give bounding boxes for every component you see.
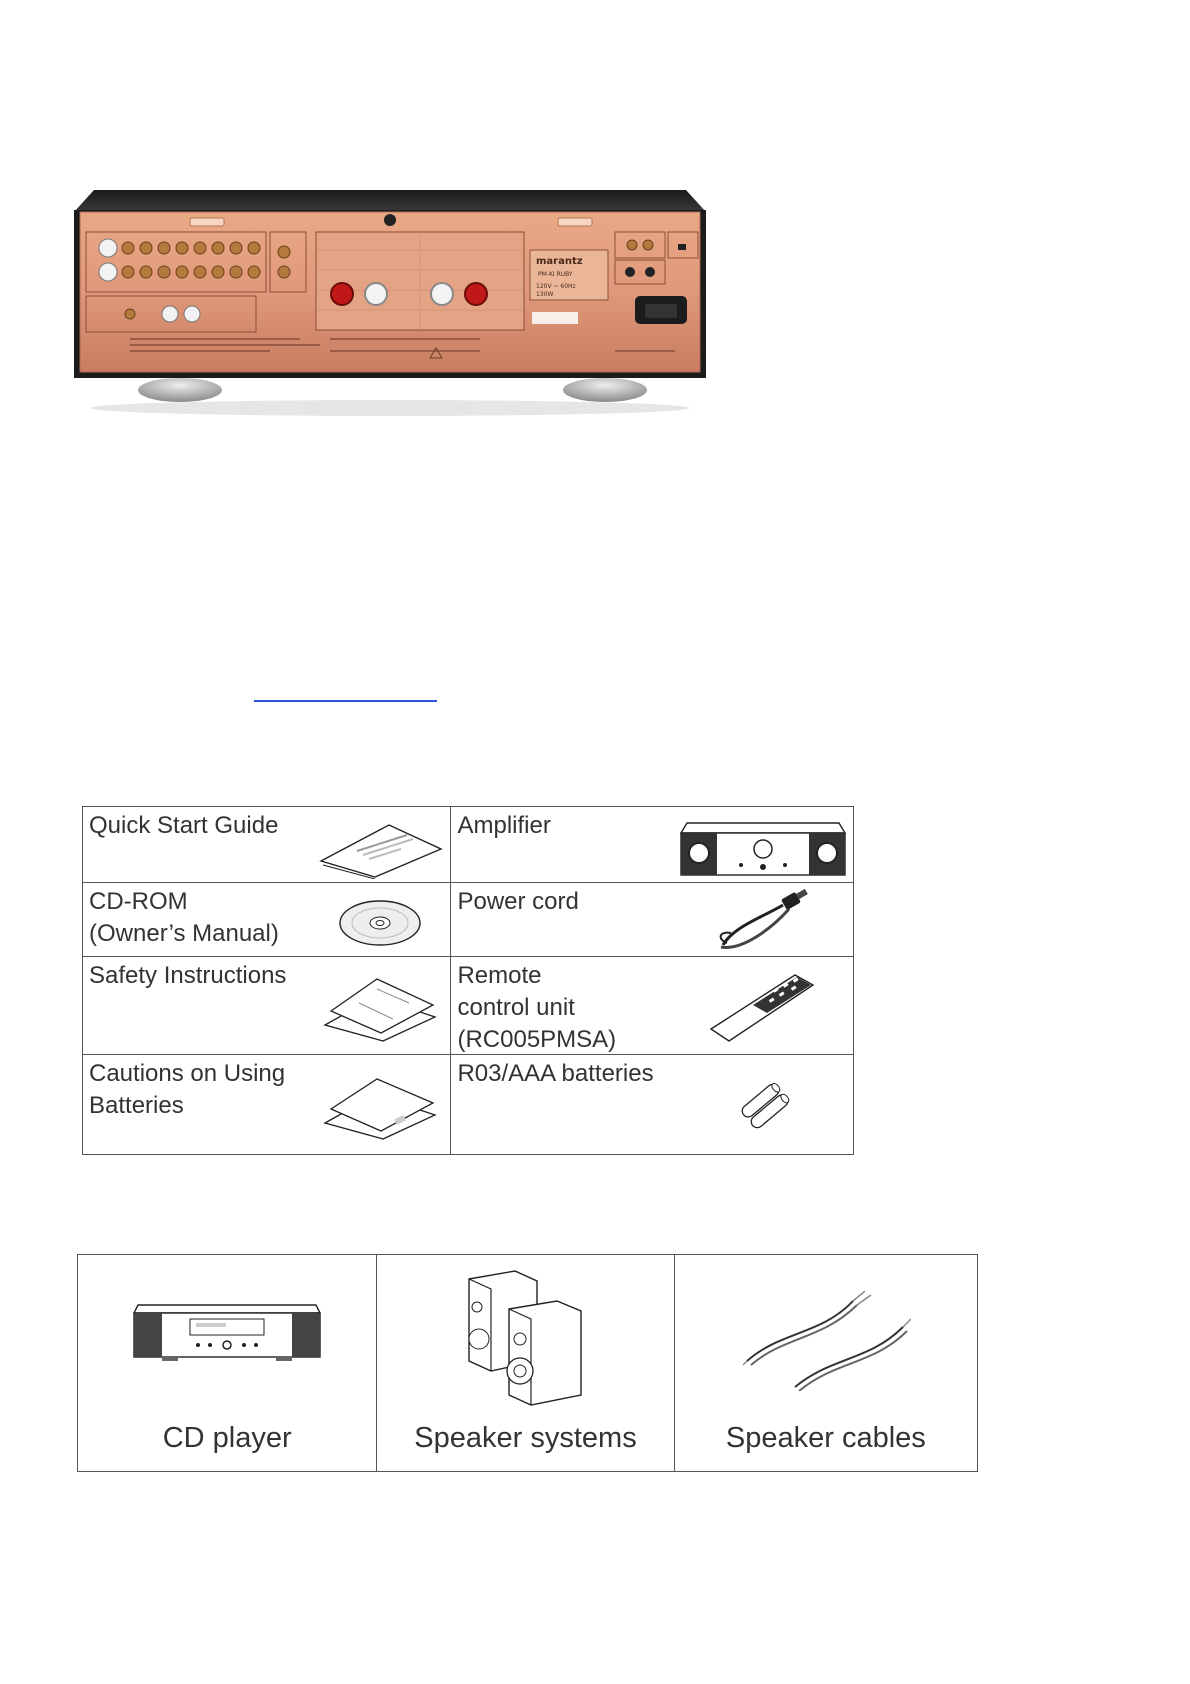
required-item-label: CD player bbox=[162, 1422, 292, 1454]
accessory-cell-cd-rom bbox=[83, 883, 451, 957]
rear-panel-photo bbox=[70, 190, 710, 420]
speakers-icon bbox=[465, 1269, 585, 1409]
accessory-cell-cautions-on-batteries bbox=[83, 1055, 451, 1155]
accessory-label: Amplifier bbox=[457, 812, 551, 839]
table-row bbox=[78, 1255, 978, 1472]
batteries-icon bbox=[737, 1079, 793, 1133]
cd-player-icon bbox=[132, 1299, 322, 1363]
accessory-cell-batteries bbox=[451, 1055, 854, 1155]
accessory-label: CD-ROM (Owner’s Manual) bbox=[89, 888, 279, 947]
leaflet-icon bbox=[321, 1073, 439, 1143]
speaker-cables-icon bbox=[741, 1291, 911, 1391]
document-link[interactable] bbox=[254, 700, 437, 702]
required-item-label: Speaker systems bbox=[414, 1422, 637, 1454]
accessory-cell-safety-instructions bbox=[83, 957, 451, 1055]
table-row bbox=[83, 957, 854, 1055]
leaflet-icon bbox=[321, 973, 439, 1043]
required-cell-cd-player bbox=[78, 1255, 377, 1472]
booklet-icon bbox=[317, 821, 445, 879]
required-cell-speakers bbox=[377, 1255, 674, 1472]
table-row bbox=[83, 1055, 854, 1155]
remote-control-icon bbox=[707, 967, 817, 1043]
accessory-label: Power cord bbox=[457, 888, 579, 915]
accessory-label: Remote control unit (RC005PMSA) bbox=[457, 962, 617, 1053]
rear-rating-text-1: 120V ~ 60Hz bbox=[536, 283, 576, 290]
accessory-label: R03/AAA batteries bbox=[457, 1060, 654, 1087]
accessory-cell-quick-start-guide bbox=[83, 807, 451, 883]
required-item-label: Speaker cables bbox=[725, 1422, 926, 1454]
accessory-cell-remote-control bbox=[451, 957, 854, 1055]
required-items-table bbox=[77, 1254, 978, 1472]
cd-rom-icon bbox=[337, 897, 423, 949]
table-row bbox=[83, 807, 854, 883]
accessory-label: Cautions on Using Batteries bbox=[89, 1060, 286, 1119]
rear-rating-text-2: 130W bbox=[536, 291, 554, 298]
required-cell-speaker-cables bbox=[674, 1255, 977, 1472]
accessory-cell-amplifier bbox=[451, 807, 854, 883]
rear-model-text: PM-KI RUBY bbox=[538, 271, 573, 278]
accessories-table bbox=[82, 806, 854, 1155]
power-cord-icon bbox=[713, 887, 813, 953]
accessory-cell-power-cord bbox=[451, 883, 854, 957]
rear-brand-text: marantz bbox=[536, 256, 583, 267]
table-row bbox=[83, 883, 854, 957]
amplifier-icon bbox=[679, 819, 847, 879]
accessory-label: Quick Start Guide bbox=[89, 812, 279, 839]
accessory-label: Safety Instructions bbox=[89, 962, 287, 989]
